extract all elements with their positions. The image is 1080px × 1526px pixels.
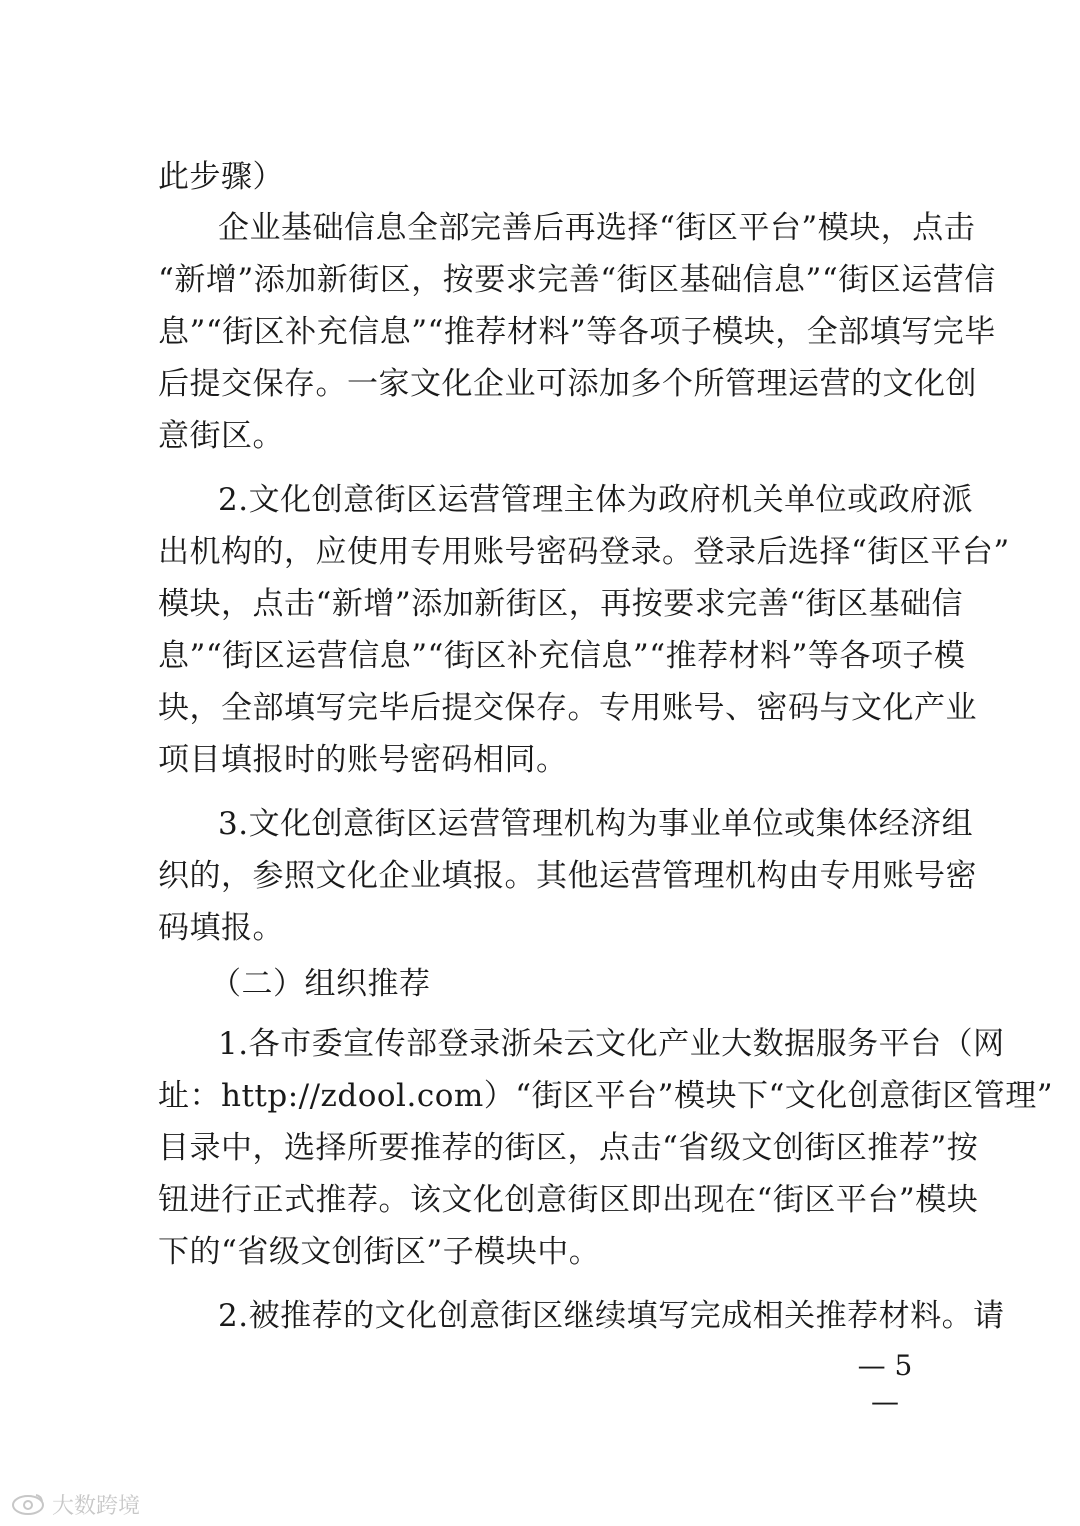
text-line: 下的“省级文创街区”子模块中。: [158, 1234, 601, 1270]
section-heading: （二）组织推荐: [210, 966, 431, 1002]
page-number: — 5 —: [857, 1349, 913, 1418]
text-line: 息”“街区补充信息”“推荐材料”等各项子模块，全部填写完毕: [158, 314, 996, 350]
text-line: 钮进行正式推荐。该文化创意街区即出现在“街区平台”模块: [158, 1182, 979, 1218]
text-line: 目录中，选择所要推荐的街区，点击“省级文创街区推荐”按: [158, 1130, 979, 1166]
text-line: “新增”添加新街区，按要求完善“街区基础信息”“街区运营信: [158, 262, 996, 298]
text-line: 址：http://zdool.com）“街区平台”模块下“文化创意街区管理”: [158, 1078, 1054, 1114]
text-line: 此步骤）: [158, 159, 284, 195]
text-line: 模块，点击“新增”添加新街区，再按要求完善“街区基础信: [158, 586, 964, 622]
text-line: 码填报。: [158, 910, 284, 946]
text-line: 2.文化创意街区运营管理主体为政府机关单位或政府派: [218, 482, 974, 518]
text-line: 2.被推荐的文化创意街区继续填写完成相关推荐材料。请: [218, 1298, 1005, 1334]
text-line: 后提交保存。一家文化企业可添加多个所管理运营的文化创: [158, 366, 977, 402]
text-line: 意街区。: [158, 418, 284, 454]
watermark: [10, 1490, 140, 1518]
text-line: 息”“街区运营信息”“街区补充信息”“推荐材料”等各项子模: [158, 638, 966, 674]
text-line: 项目填报时的账号密码相同。: [158, 742, 568, 778]
text-line: 1.各市委宣传部登录浙朵云文化产业大数据服务平台（网: [218, 1026, 1005, 1062]
text-line: 块，全部填写完毕后提交保存。专用账号、密码与文化产业: [158, 690, 977, 726]
text-line: 出机构的，应使用专用账号密码登录。登录后选择“街区平台”: [158, 534, 1010, 570]
text-line: 织的，参照文化企业填报。其他运营管理机构由专用账号密: [158, 858, 977, 894]
watermark-text: 大数跨境: [52, 1493, 141, 1519]
text-line: 企业基础信息全部完善后再选择“街区平台”模块，点击: [218, 210, 976, 246]
weibo-eye-logo-icon: [10, 1492, 46, 1516]
text-line: 3.文化创意街区运营管理机构为事业单位或集体经济组: [218, 806, 974, 842]
